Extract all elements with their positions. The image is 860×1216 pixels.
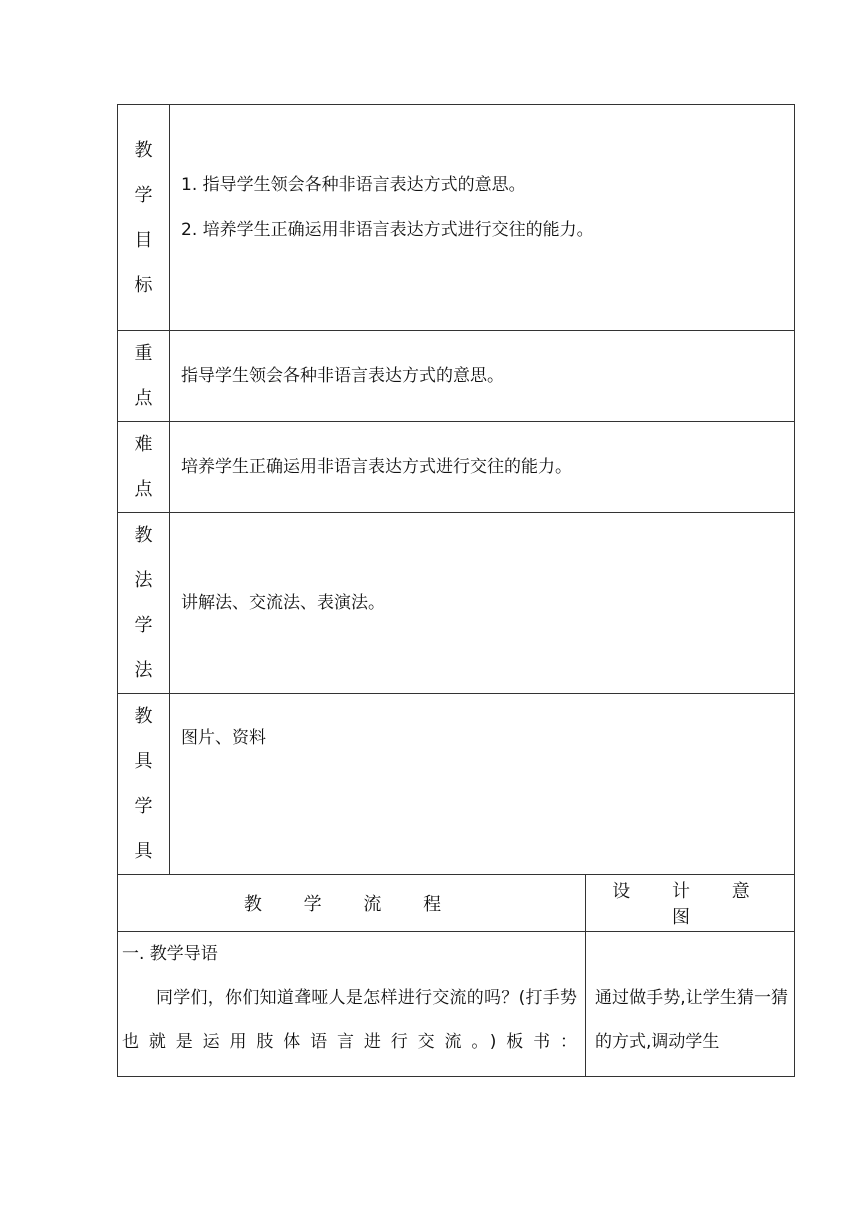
row-difficulty — [118, 422, 795, 513]
label-char: 学 — [134, 184, 153, 206]
flow-intent-content — [586, 932, 795, 1077]
label-char: 点 — [134, 388, 153, 409]
methods-content — [170, 513, 795, 694]
row-methods — [118, 513, 795, 694]
tools-label — [118, 694, 170, 875]
key-point-content — [170, 331, 795, 422]
label-char: 教 — [134, 525, 153, 546]
label-char: 法 — [134, 660, 153, 681]
methods-text: 讲解法、交流法、表演法。 — [181, 592, 385, 613]
label-char: 法 — [134, 570, 153, 591]
flow-process-header — [118, 875, 586, 932]
flow-process-header-text: 教 学 流 程 — [243, 894, 460, 915]
label-char: 点 — [134, 479, 153, 500]
label-char: 具 — [134, 841, 153, 862]
label-char: 目 — [134, 229, 153, 251]
label-char: 学 — [134, 796, 153, 817]
teaching-goals-content — [170, 105, 795, 331]
lesson-plan-grid — [117, 104, 795, 1077]
row-flow-header — [118, 875, 795, 932]
label-char: 学 — [134, 615, 153, 636]
label-char: 重 — [134, 343, 153, 364]
difficulty-text: 培养学生正确运用非语言表达方式进行交往的能力。 — [181, 456, 572, 477]
key-point-text: 指导学生领会各种非语言表达方式的意思。 — [181, 365, 504, 386]
label-char: 教 — [134, 706, 153, 727]
teaching-goals-label — [118, 105, 170, 331]
flow-intent-header — [586, 875, 795, 932]
tools-text: 图片、资料 — [181, 728, 266, 748]
row-tools — [118, 694, 795, 875]
methods-label — [118, 513, 170, 694]
flow-intent-text: 通过做手势,让学生猜一猜的方式,调动学生 — [595, 988, 788, 1052]
row-teaching-goals — [118, 105, 795, 331]
lesson-plan-table — [117, 104, 794, 1077]
key-point-label — [118, 331, 170, 422]
difficulty-label — [118, 422, 170, 513]
row-flow-content — [118, 932, 795, 1077]
flow-intent-header-text: 设 计 意 图 — [612, 881, 768, 928]
flow-paragraph: 同学们，你们知道聋哑人是怎样进行交流的吗？(打手势也就是运用肢体语言进行交流。)板书： — [122, 988, 577, 1052]
tools-content — [170, 694, 795, 875]
label-char: 难 — [134, 434, 153, 455]
difficulty-content — [170, 422, 795, 513]
label-char: 教 — [134, 139, 153, 161]
label-char: 标 — [134, 274, 153, 296]
row-key-point — [118, 331, 795, 422]
goal-item-2: 2. 培养学生正确运用非语言表达方式进行交往的能力。 — [181, 219, 594, 240]
flow-process-content — [118, 932, 586, 1077]
label-char: 具 — [134, 751, 153, 772]
flow-section-title: 一. 教学导语 — [122, 944, 218, 964]
goal-item-1: 1. 指导学生领会各种非语言表达方式的意思。 — [181, 174, 526, 195]
